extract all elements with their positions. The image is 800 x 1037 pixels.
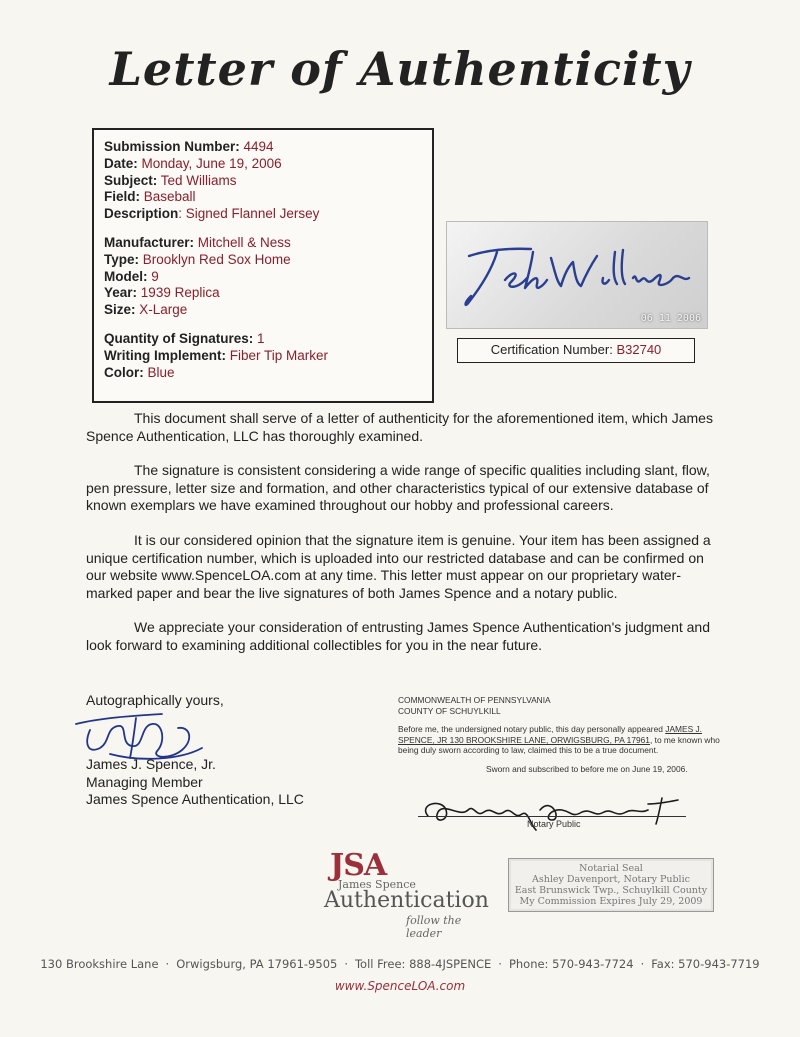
item-details-box xyxy=(92,128,434,403)
photo-date-stamp: 06 11 2006 xyxy=(640,313,701,324)
logo-james-spence: James Spence xyxy=(338,878,416,891)
manufacturer-row xyxy=(104,235,422,252)
subject-row xyxy=(104,173,422,190)
field-label: Field: xyxy=(104,189,140,205)
submission-number-value: 4494 xyxy=(243,139,274,154)
type-row xyxy=(104,252,422,269)
salutation: Autographically yours, xyxy=(86,692,224,708)
description-value: : Signed Flannel Jersey xyxy=(178,206,320,222)
letter-body xyxy=(86,410,726,672)
signer-block xyxy=(86,756,346,809)
color-value: Blue xyxy=(147,364,175,380)
notary-county: COUNTY OF SCHUYLKILL xyxy=(398,705,501,716)
size-value: X-Large xyxy=(139,302,188,318)
signature-photo xyxy=(446,221,708,329)
spence-signature-icon xyxy=(70,704,220,764)
certification-label: Certification Number: xyxy=(490,342,613,357)
implement-label: Writing Implement: xyxy=(104,347,227,363)
body-paragraph-1: This document shall serve of a letter of authenticity for the aforementioned item, which James Spence Authentication, LLC has thoroughly examined. xyxy=(86,410,713,444)
description-label: Description xyxy=(104,206,179,222)
signer-company: James Spence Authentication, LLC xyxy=(86,791,304,808)
body-paragraph-4: We appreciate your consideration of entrusting James Spence Authentication's judgment and look forward to examining additional collectibles for you in the near future. xyxy=(86,619,710,653)
jsa-logo xyxy=(320,848,500,940)
quantity-row xyxy=(104,331,422,348)
notary-state: COMMONWEALTH OF PENNSYLVANIA xyxy=(398,695,551,705)
size-label: Size: xyxy=(104,302,136,318)
footer-address: 130 Brookshire Lane xyxy=(40,957,159,971)
manufacturer-value: Mitchell & Ness xyxy=(197,234,291,250)
implement-value: Fiber Tip Marker xyxy=(229,347,329,363)
signer-role: Managing Member xyxy=(86,773,203,790)
submission-number-row xyxy=(104,139,422,156)
logo-jsa: JSA xyxy=(330,848,387,883)
subject-value: Ted Williams xyxy=(160,172,237,188)
model-label: Model: xyxy=(104,268,148,284)
closing-block xyxy=(86,692,304,808)
year-value: 1939 Replica xyxy=(140,285,220,301)
field-value: Baseball xyxy=(143,189,196,205)
model-row xyxy=(104,269,422,286)
type-label: Type: xyxy=(104,251,140,267)
manufacturer-label: Manufacturer: xyxy=(104,234,195,250)
implement-row xyxy=(104,348,422,365)
footer-city: Orwigsburg, PA 17961-9505 xyxy=(176,957,338,971)
body-paragraph-3: It is our considered opinion that the signature item is genuine. Your item has been assigned a unique certification number, which is uploaded into our restricted database and can be confirmed on our website www.SpenceLOA.com at any time. This letter must appear on our proprietary water-marked paper and bear the live signatures of both James Spence and a notary public. xyxy=(86,531,711,601)
footer-tollfree: Toll Free: 888-4JSPENCE xyxy=(354,957,492,971)
notary-statement xyxy=(398,724,738,756)
signer-name: James J. Spence, Jr. xyxy=(86,756,216,772)
logo-authentication: Authentication xyxy=(324,888,489,913)
field-row xyxy=(104,189,422,206)
signature-group xyxy=(104,331,422,381)
quantity-value: 1 xyxy=(257,330,265,346)
logo-tagline: follow the leader xyxy=(406,914,462,940)
model-value: 9 xyxy=(151,268,159,284)
notarial-seal-stamp xyxy=(508,858,714,912)
submission-group xyxy=(104,139,422,223)
certification-value: B32740 xyxy=(616,342,662,357)
color-row xyxy=(104,365,422,382)
size-row xyxy=(104,302,422,319)
notary-public-label: Notary Public xyxy=(527,819,581,829)
notary-signature-line xyxy=(418,816,686,817)
footer-phone: Phone: 570-943-7724 xyxy=(508,957,634,971)
description-row xyxy=(104,206,422,223)
footer-fax: Fax: 570-943-7719 xyxy=(651,957,760,971)
date-value: Monday, June 19, 2006 xyxy=(141,155,282,171)
date-row xyxy=(104,156,422,173)
notary-appeared: JAMES J. SPENCE, JR 130 BROOKSHIRE LANE, ORWIGSBURG, PA 17961 xyxy=(398,724,703,745)
year-row xyxy=(104,285,422,302)
seal-line-4: My Commission Expires July 29, 2009 xyxy=(519,896,703,907)
subject-label: Subject: xyxy=(104,172,158,188)
notary-block xyxy=(398,695,738,775)
footer-contact: 130 Brookshire Lane · Orwigsburg, PA 17961-9505 · Toll Free: 888-4JSPENCE · Phone: 570-943-7724 · Fax: 570-943-7719 xyxy=(40,957,760,971)
body-paragraph-2: The signature is consistent considering a wide range of specific qualities including slant, flow, pen pressure, letter size and formation, and other characteristics typical of our extensive database of known exemplars we have examined throughout our hobby and professional careers. xyxy=(86,462,710,514)
color-label: Color: xyxy=(104,364,144,380)
type-value: Brooklyn Red Sox Home xyxy=(142,251,291,267)
item-group xyxy=(104,235,422,319)
date-label: Date: xyxy=(104,155,138,171)
footer-website-link[interactable]: www.SpenceLOA.com xyxy=(334,979,466,993)
quantity-label: Quantity of Signatures: xyxy=(104,330,254,346)
page-title: Letter of Authenticity xyxy=(109,42,691,96)
notary-text-after: , to me known who being duly sworn according to law, claimed this to be a true document. xyxy=(398,734,720,756)
certification-number-box xyxy=(457,338,695,363)
year-label: Year: xyxy=(104,285,138,301)
seal-line-1: Notarial Seal xyxy=(579,863,643,874)
seal-line-3: East Brunswick Twp., Schuylkill County xyxy=(514,885,708,896)
notary-text-before: Before me, the undersigned notary public, this day personally appeared xyxy=(398,724,666,735)
notary-sworn: Sworn and subscribed to before me on June 19, 2006. xyxy=(486,763,688,774)
submission-number-label: Submission Number: xyxy=(104,139,240,154)
seal-line-2: Ashley Davenport, Notary Public xyxy=(532,874,690,885)
